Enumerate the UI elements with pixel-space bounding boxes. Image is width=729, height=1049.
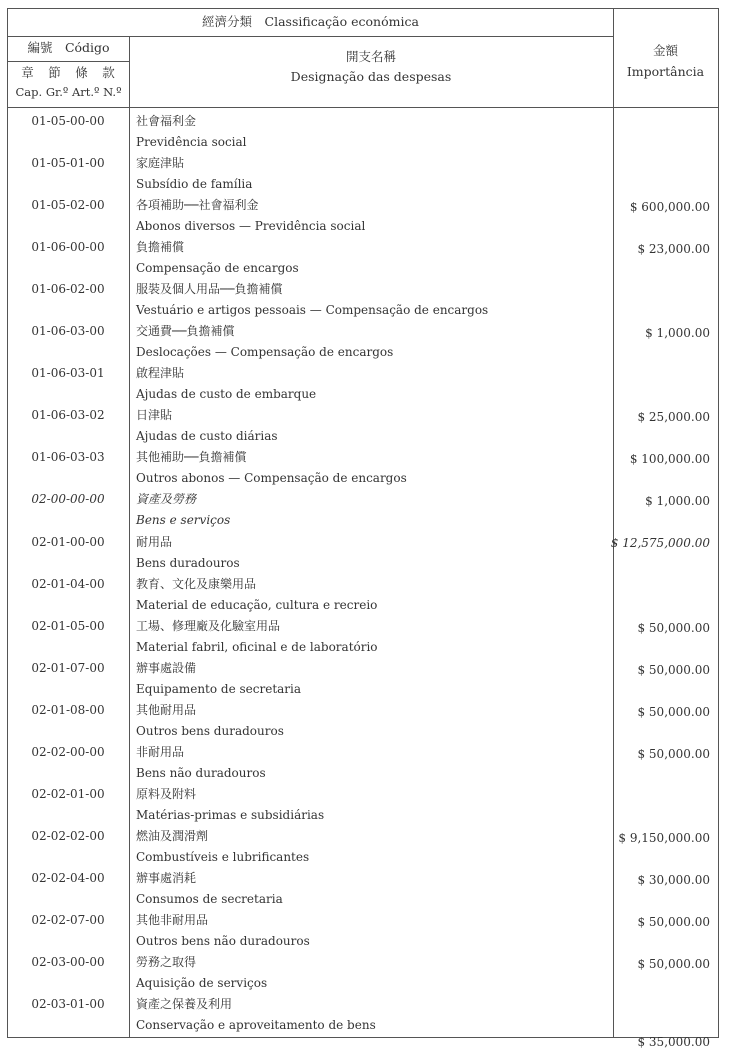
header-bottom-divider — [8, 107, 718, 108]
row-amount: $ 35,000.00 — [637, 1035, 710, 1049]
row-code: 02-02-02-00 — [31, 828, 105, 843]
row-description-cn: 其他補助──負擔補償 — [136, 450, 247, 465]
row-amount: $ 1,000.00 — [645, 494, 710, 509]
code-subheader-divider — [8, 61, 129, 62]
row-description-cn: 辦事處設備 — [136, 660, 197, 675]
row-code: 01-06-03-01 — [31, 366, 105, 381]
row-description-pt: Bens duradouros — [136, 555, 240, 570]
row-description-pt: Material fabril, oficinal e de laboratório — [136, 639, 378, 654]
row-description-cn: 各項補助──社會福利金 — [136, 198, 259, 213]
row-code: 02-03-00-00 — [31, 955, 105, 969]
row-code: 02-02-04-00 — [31, 870, 105, 885]
row-description-pt: Outros bens duradouros — [136, 723, 284, 738]
row-description-cn: 社會福利金 — [136, 114, 197, 128]
row-description-cn: 交通費──負擔補償 — [136, 324, 235, 339]
row-description-cn: 燃油及潤滑劑 — [136, 828, 209, 843]
row-code: 01-05-00-00 — [31, 114, 105, 128]
row-amount: $ 30,000.00 — [637, 872, 710, 887]
row-description-cn: 工場、修理廠及化驗室用品 — [136, 618, 281, 633]
row-description-pt: Combustíveis e lubrificantes — [136, 849, 310, 864]
code-header: 編號 Código — [27, 40, 110, 55]
row-code: 02-01-00-00 — [31, 534, 105, 549]
row-description-pt: Matérias-primas e subsidiárias — [136, 807, 325, 822]
row-code: 02-01-04-00 — [31, 576, 105, 591]
row-code: 01-05-02-00 — [31, 198, 105, 213]
row-description-cn: 服裝及個人用品──負擔補償 — [136, 282, 283, 297]
row-description-pt: Aquisição de serviços — [136, 976, 268, 990]
row-description-pt: Subsídio de família — [136, 177, 253, 192]
row-amount: $ 50,000.00 — [637, 704, 710, 719]
description-header-cn: 開支名稱 — [345, 49, 396, 64]
row-amount: $ 9,150,000.00 — [618, 830, 710, 845]
row-description-cn: 教育、文化及康樂用品 — [136, 576, 257, 591]
row-code: 02-02-07-00 — [31, 912, 105, 927]
row-description-pt: Material de educação, cultura e recreio — [136, 597, 378, 612]
row-description-cn: 資產及勞務 — [136, 492, 197, 507]
row-description-pt: Compensação de encargos — [136, 261, 299, 276]
amount-column-divider — [613, 9, 614, 1037]
row-code: 01-06-00-00 — [31, 240, 105, 255]
code-subheader-cn: 章 節 條 款 — [21, 65, 116, 80]
row-code: 01-06-03-03 — [31, 450, 105, 465]
row-amount: $ 600,000.00 — [629, 200, 710, 215]
row-description-pt: Abonos diversos — Previdência social — [136, 219, 366, 234]
row-amount: $ 25,000.00 — [637, 410, 710, 425]
row-amount: $ 12,575,000.00 — [610, 536, 710, 551]
row-description-pt: Ajudas de custo de embarque — [136, 387, 317, 402]
classification-header: 經濟分類 Classificação económica — [202, 14, 419, 29]
classification-divider — [8, 36, 613, 37]
row-description-pt: Bens e serviços — [136, 513, 231, 528]
row-amount: $ 23,000.00 — [637, 242, 710, 257]
row-description-cn: 資產之保養及利用 — [136, 997, 233, 1012]
row-description-cn: 勞務之取得 — [136, 955, 197, 969]
row-description-cn: 家庭津貼 — [136, 156, 185, 171]
row-description-pt: Outros bens não duradouros — [136, 933, 310, 948]
row-code: 02-01-07-00 — [31, 660, 105, 675]
row-description-pt: Bens não duradouros — [136, 765, 266, 780]
row-description-pt: Conservação e aproveitamento de bens — [136, 1018, 376, 1033]
row-code: 01-06-02-00 — [31, 282, 105, 297]
row-code: 02-02-00-00 — [31, 744, 105, 759]
row-description-pt: Previdência social — [136, 135, 247, 149]
row-code: 02-01-05-00 — [31, 618, 105, 633]
row-description-cn: 負擔補償 — [136, 240, 185, 255]
row-code: 02-01-08-00 — [31, 702, 105, 717]
row-description-pt: Vestuário e artigos pessoais — Compensação de encargos — [136, 303, 489, 318]
row-code: 02-02-01-00 — [31, 786, 105, 801]
budget-table — [7, 8, 719, 1049]
row-description-cn: 辦事處消耗 — [136, 870, 197, 885]
code-subheader-pt: Cap. Gr.º Art.º N.º — [15, 85, 122, 99]
row-description-cn: 其他耐用品 — [136, 702, 197, 717]
row-code: 01-05-01-00 — [31, 156, 105, 171]
code-column-divider — [129, 36, 130, 1037]
row-description-pt: Outros abonos — Compensação de encargos — [136, 471, 407, 486]
row-amount: $ 50,000.00 — [637, 662, 710, 677]
description-header-pt: Designação das despesas — [290, 69, 452, 84]
row-description-pt: Deslocações — Compensação de encargos — [136, 345, 394, 360]
row-amount: $ 50,000.00 — [637, 956, 710, 971]
row-amount: $ 100,000.00 — [629, 452, 710, 467]
row-amount: $ 50,000.00 — [637, 914, 710, 929]
row-amount: $ 50,000.00 — [637, 746, 710, 761]
row-description-cn: 原料及附料 — [136, 786, 197, 801]
row-description-cn: 耐用品 — [136, 534, 173, 549]
row-description-cn: 日津貼 — [136, 408, 173, 423]
row-description-cn: 其他非耐用品 — [136, 912, 209, 927]
row-description-pt: Equipamento de secretaria — [136, 681, 302, 696]
amount-header-pt: Importância — [626, 64, 705, 79]
row-description-cn: 啟程津貼 — [136, 366, 185, 381]
row-amount: $ 50,000.00 — [637, 620, 710, 635]
row-code: 02-00-00-00 — [31, 492, 105, 507]
amount-header-cn: 金額 — [652, 43, 678, 58]
row-code: 01-06-03-02 — [31, 408, 105, 423]
row-description-cn: 非耐用品 — [136, 744, 185, 759]
row-amount: $ 1,000.00 — [645, 326, 710, 341]
row-code: 02-03-01-00 — [31, 997, 105, 1012]
row-description-pt: Ajudas de custo diárias — [136, 429, 278, 444]
row-description-pt: Consumos de secretaria — [136, 891, 283, 906]
row-code: 01-06-03-00 — [31, 324, 105, 339]
